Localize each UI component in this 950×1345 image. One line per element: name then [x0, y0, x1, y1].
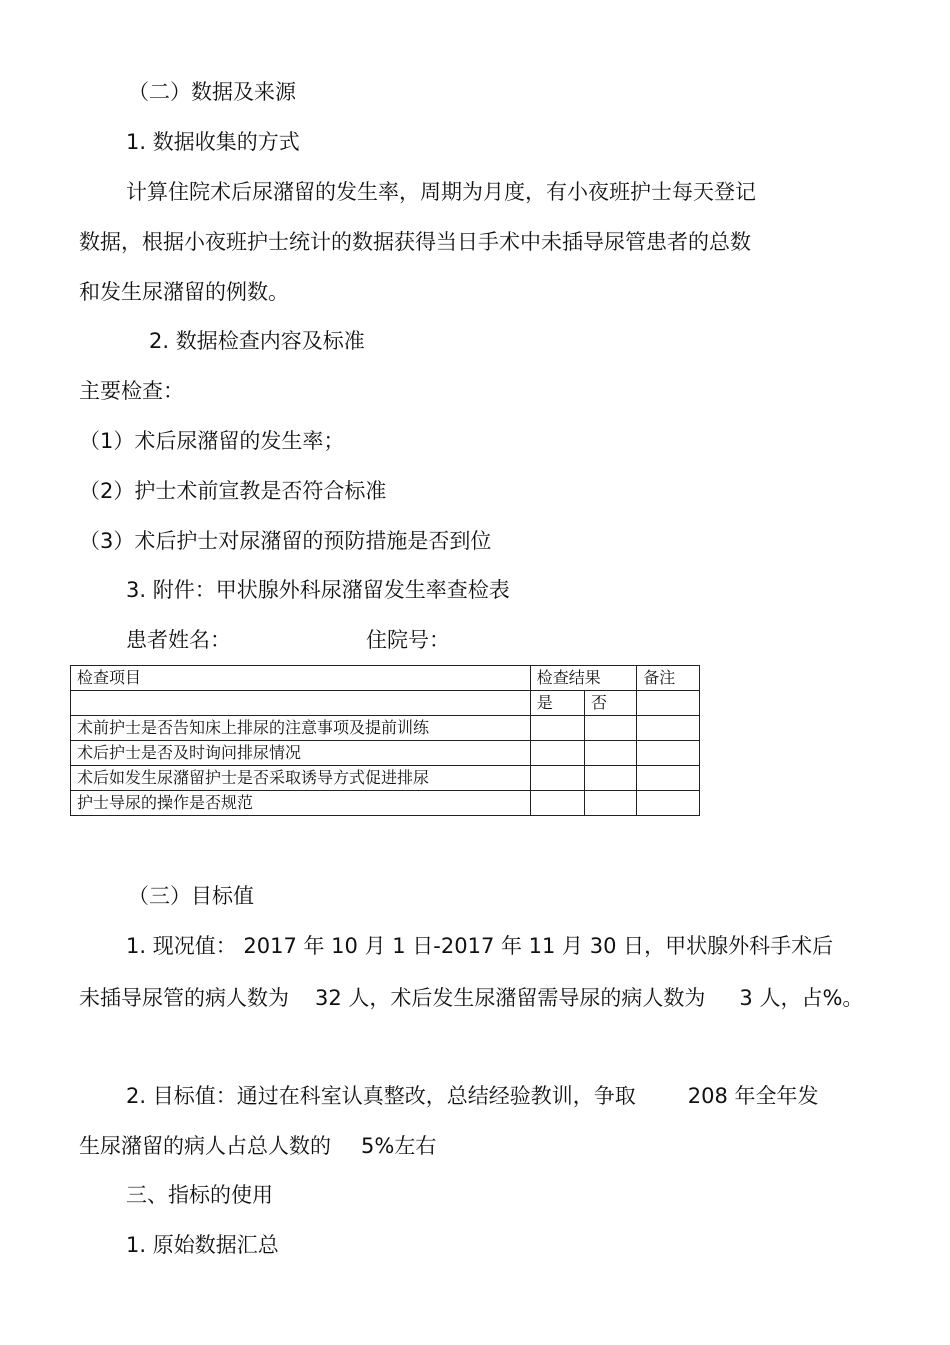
- checklist-table: [70, 665, 700, 816]
- patient-name-label: 患者姓名：: [126, 628, 231, 652]
- section-3-heading: （三）目标值: [128, 884, 254, 908]
- table-row: [71, 791, 700, 816]
- yes-cell: [530, 791, 584, 816]
- item-3-title: 3. 附件：甲状腺外科尿潴留发生率查检表: [126, 578, 510, 602]
- target-value-line-2: [79, 1131, 436, 1161]
- empty-cell: [637, 691, 700, 716]
- current-value-line-1: 1. 现况值： 2017 年 10 月 1 日-2017 年 11 月 30 日，甲状腺外科手术后: [126, 934, 834, 958]
- current-value-line-2: [79, 983, 863, 1013]
- item-1-body-line-3: 和发生尿潴留的例数。: [79, 280, 289, 304]
- no-cell: [585, 716, 637, 741]
- check-item-1: （1）术后尿潴留的发生率；: [79, 429, 345, 453]
- no-cell: [585, 766, 637, 791]
- header-no: 否: [585, 691, 637, 716]
- row-item: 术前护士是否告知床上排尿的注意事项及提前训练: [71, 716, 531, 741]
- section-2-heading: （二）数据及来源: [128, 80, 296, 104]
- target-value-line-1: [126, 1081, 818, 1111]
- current-value-part-c: 3 人，占%。: [739, 986, 864, 1010]
- admission-number-label: 住院号：: [366, 628, 450, 652]
- note-cell: [637, 741, 700, 766]
- note-cell: [637, 791, 700, 816]
- no-cell: [585, 791, 637, 816]
- table-row: [71, 741, 700, 766]
- item-1-title: 1. 数据收集的方式: [126, 130, 300, 154]
- row-item: 护士导尿的操作是否规范: [71, 791, 531, 816]
- note-cell: [637, 766, 700, 791]
- no-cell: [585, 741, 637, 766]
- current-value-part-b: 32 人，术后发生尿潴留需导尿的病人数为: [315, 986, 706, 1010]
- yes-cell: [530, 741, 584, 766]
- target-value-part-b: 208 年全年发: [687, 1084, 819, 1108]
- yes-cell: [530, 766, 584, 791]
- empty-cell: [71, 691, 531, 716]
- header-check-result: 检查结果: [530, 666, 637, 691]
- row-item: 术后如发生尿潴留护士是否采取诱导方式促进排尿: [71, 766, 531, 791]
- table-row: [71, 766, 700, 791]
- note-cell: [637, 716, 700, 741]
- part-3-heading: 三、指标的使用: [126, 1183, 273, 1207]
- check-item-2: （2）护士术前宣教是否符合标准: [79, 479, 387, 503]
- row-item: 术后护士是否及时询问排尿情况: [71, 741, 531, 766]
- header-yes: 是: [530, 691, 584, 716]
- header-check-item: 检查项目: [71, 666, 531, 691]
- part-3-item-1: 1. 原始数据汇总: [126, 1233, 279, 1257]
- table-subheader-row: [71, 691, 700, 716]
- main-check-label: 主要检查：: [79, 379, 184, 403]
- item-2-title: 2. 数据检查内容及标准: [149, 329, 365, 353]
- check-item-3: （3）术后护士对尿潴留的预防措施是否到位: [79, 529, 492, 553]
- current-value-part-a: 未插导尿管的病人数为: [79, 986, 289, 1010]
- target-value-part-a: 2. 目标值：通过在科室认真整改，总结经验教训，争取: [126, 1084, 636, 1108]
- target-value-part-d: 5%左右: [361, 1134, 437, 1158]
- header-note: 备注: [637, 666, 700, 691]
- yes-cell: [530, 716, 584, 741]
- target-value-part-c: 生尿潴留的病人占总人数的: [79, 1134, 331, 1158]
- item-1-body-line-1: 计算住院术后尿潴留的发生率，周期为月度，有小夜班护士每天登记: [126, 180, 756, 204]
- table-header-row: [71, 666, 700, 691]
- item-1-body-line-2: 数据，根据小夜班护士统计的数据获得当日手术中未插导尿管患者的总数: [79, 230, 751, 254]
- table-row: [71, 716, 700, 741]
